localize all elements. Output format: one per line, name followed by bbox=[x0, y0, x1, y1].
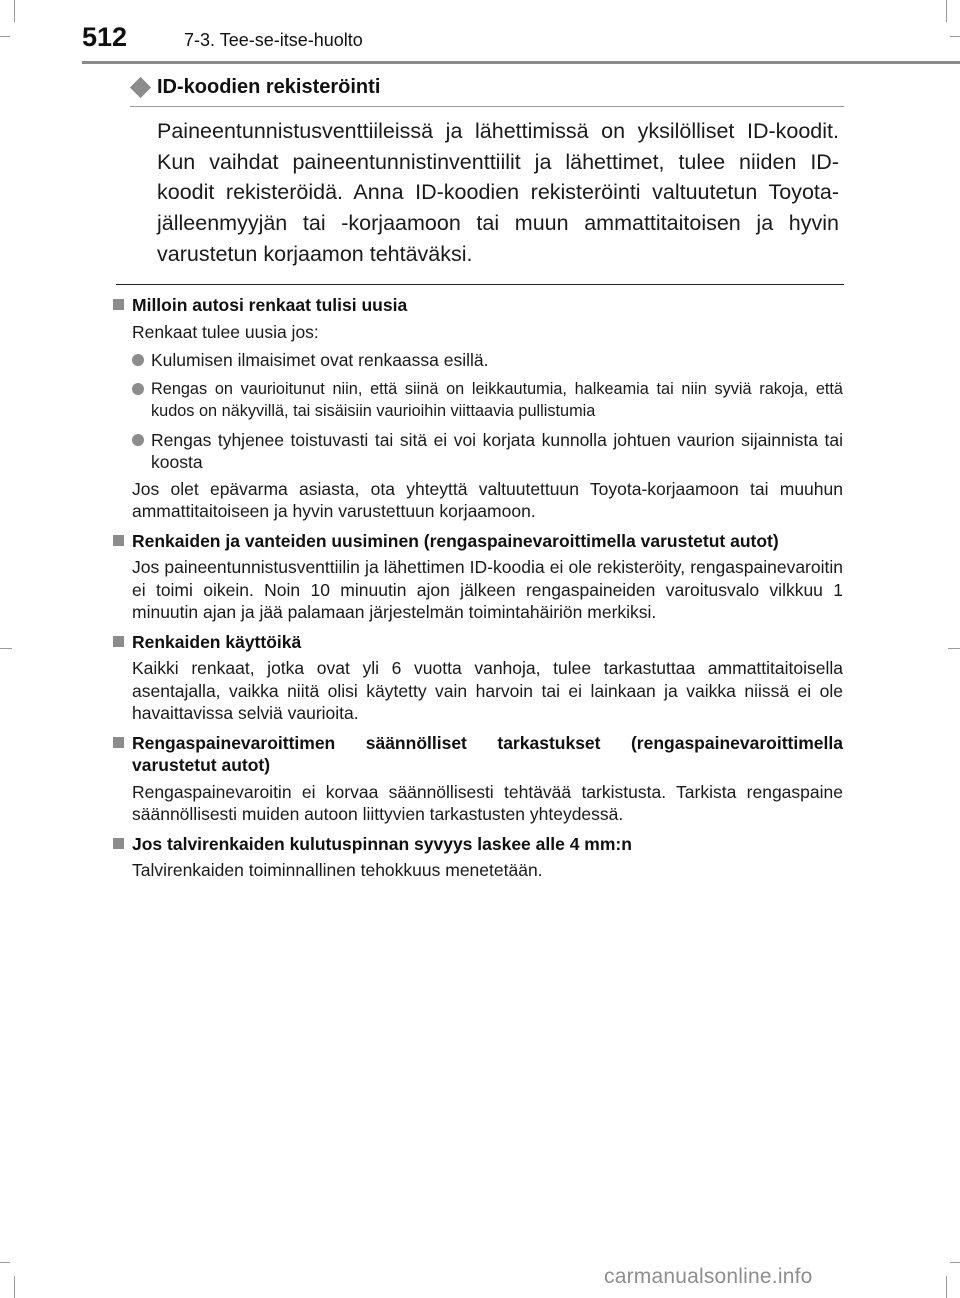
note-heading-text: Renkaiden ja vanteiden uusiminen (rengaspainevaroittimella varustetut autot) bbox=[132, 530, 779, 551]
note-text: Jos paineentunnistusventtiilin ja lähettimen ID-koodia ei ole rekisteröity, rengaspainevaroitin ei toimi oikein. Noin 10 minuutin ajon jälkeen rengaspaineiden varoitusvalo vilkkuu 1 minuutin ajan ja jää palamaan järjestelmän toimintahäiriön merkiksi. bbox=[132, 557, 843, 622]
square-icon bbox=[113, 535, 124, 546]
note-heading-text: Renkaiden käyttöikä bbox=[132, 631, 302, 652]
note-heading-text: Milloin autosi renkaat tulisi uusia bbox=[132, 295, 408, 315]
square-icon bbox=[113, 636, 124, 647]
square-icon bbox=[113, 737, 124, 748]
dot-icon bbox=[132, 383, 144, 395]
bullet-text: Rengas on vaurioitunut niin, että siinä on leikkautumia, halkeamia tai niin syviä rakoja, että kudos on näkyvillä, tai sisäisiin vaurioihin viittaavia pullistumia bbox=[151, 379, 843, 420]
bullet-item bbox=[113, 349, 843, 372]
note-heading-text: Jos talvirenkaiden kulutuspinnan syvyys laskee alle 4 mm:n bbox=[132, 833, 632, 854]
crop-mark bbox=[946, 0, 947, 22]
page-number: 512 bbox=[82, 22, 128, 52]
section-title: 7-3. Tee-se-itse-huolto bbox=[184, 30, 363, 50]
id-registration-heading bbox=[130, 74, 844, 107]
header-divider bbox=[82, 61, 960, 64]
crop-mark bbox=[0, 1262, 10, 1263]
note-heading-text: Rengaspainevaroittimen säännölliset tarkastukset (rengaspainevaroittimella varustetut autot) bbox=[132, 732, 843, 775]
note-heading bbox=[113, 294, 843, 317]
bullet-text: Rengas tyhjenee toistuvasti tai sitä ei voi korjata kunnolla johtuen vaurion sijainnista tai koosta bbox=[151, 429, 843, 472]
crop-mark bbox=[950, 1262, 960, 1263]
note-heading bbox=[113, 833, 843, 856]
bullet-text: Kulumisen ilmaisimet ovat renkaassa esillä. bbox=[151, 350, 489, 370]
note-text: Jos olet epävarma asiasta, ota yhteyttä valtuutettuun Toyota-korjaamoon tai muuhun ammattitaitoiseen ja hyvin varustettuun korjaamoon. bbox=[132, 478, 843, 521]
crop-mark bbox=[946, 1276, 947, 1298]
note-text: Rengaspainevaroitin ei korvaa säännöllisesti tehtävää tarkistusta. Tarkista rengaspaine säännöllisesti muiden autoon liittyvien tarkastusten yhteydessä. bbox=[132, 781, 843, 824]
diamond-icon bbox=[130, 77, 151, 98]
note-heading bbox=[113, 732, 843, 777]
id-registration-heading-text: ID-koodien rekisteröinti bbox=[157, 76, 381, 98]
crop-mark bbox=[950, 36, 960, 37]
note-heading bbox=[113, 530, 843, 553]
square-icon bbox=[113, 299, 124, 310]
crop-mark bbox=[14, 1276, 15, 1298]
note-heading bbox=[113, 631, 843, 654]
watermark: carmanualsonline.info bbox=[604, 1265, 813, 1288]
note-text: Renkaat tulee uusia jos: bbox=[132, 321, 319, 342]
crop-mark bbox=[14, 0, 15, 22]
square-icon bbox=[113, 838, 124, 849]
bullet-item bbox=[113, 378, 843, 423]
page-header bbox=[0, 0, 960, 64]
note-text: Kaikki renkaat, jotka ovat yli 6 vuotta vanhoja, tulee tarkastuttaa ammattitaitoisella asentajalla, vaikka niitä olisi käytetty vain harvoin tai ei lainkaan ja vaikka niissä ei ole havaittavissa selviä vaurioita. bbox=[132, 658, 843, 723]
bullet-item bbox=[113, 429, 843, 474]
crop-mark bbox=[948, 648, 960, 649]
crop-mark bbox=[0, 36, 10, 37]
section-divider bbox=[116, 284, 844, 285]
note-text: Talvirenkaiden toiminnallinen tehokkuus menetetään. bbox=[132, 860, 543, 880]
dot-icon bbox=[132, 354, 144, 366]
dot-icon bbox=[132, 434, 144, 446]
crop-mark bbox=[0, 648, 12, 649]
id-registration-paragraph: Paineentunnistusventtiileissä ja lähettimissä on yksilölliset ID-koodit. Kun vaihdat paineentunnistinventtiilit ja lähettimet, tulee niiden ID-koodit rekisteröidä. Anna ID-koodien rekisteröinti valtuutetun Toyota-jälleenmyyjän tai -korjaamoon tai muun ammattitaitoisen ja hyvin varustetun korjaamon tehtäväksi. bbox=[157, 119, 839, 266]
notes-section bbox=[113, 294, 843, 882]
